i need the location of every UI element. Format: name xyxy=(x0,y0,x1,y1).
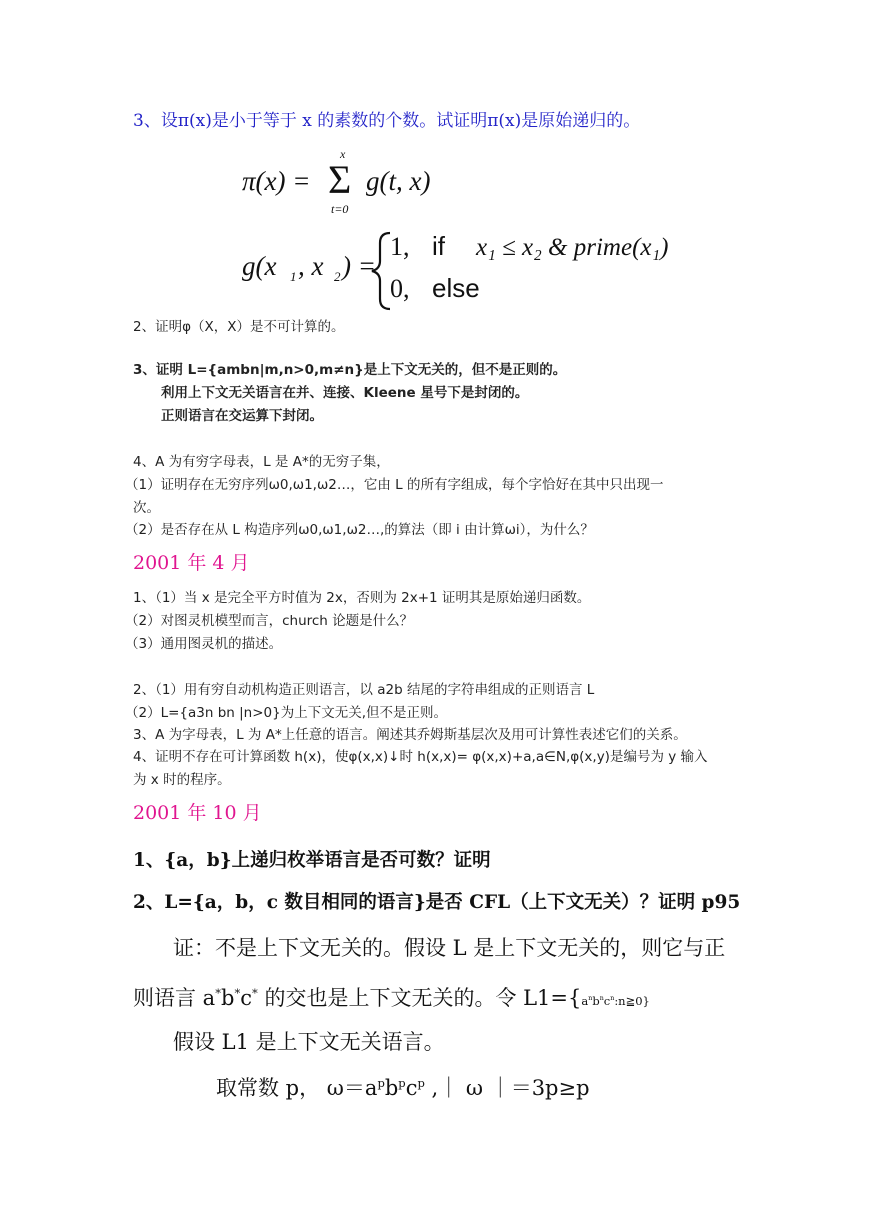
formula-case1-value: 1, xyxy=(390,232,410,261)
q2-phi-line: 2、证明φ（X，X）是不可计算的。 xyxy=(133,319,345,335)
proof-line3: 假设 L1 是上下文无关语言。 xyxy=(173,1030,445,1054)
formula-case2-cond: else xyxy=(432,273,480,303)
april-q3-line: 3、A 为字母表，L 为 A*上任意的语言。阐述其乔姆斯基层次及用可计算性表述它们的关系。 xyxy=(133,727,687,743)
april-q4-line1: 4、证明不存在可计算函数 h(x)，使φ(x,x)↓时 h(x,x)= φ(x,x)+a,a∈N,φ(x,y)是编号为 y 输入 xyxy=(133,749,708,765)
formula-g-sub2: 2 xyxy=(334,269,341,284)
proof-line4: 取常数 p， $\omega=a^pb^pc^p$ ,｜ ω ｜＝3p≥p xyxy=(216,1076,590,1100)
april-q1-line3: （3）通用图灵机的描述。 xyxy=(125,636,283,652)
q3-bold-line2: 利用上下文无关语言在并、连接、Kleene 星号下是封闭的。 xyxy=(161,385,529,401)
heading-2001-april: 2001 年 4 月 xyxy=(133,552,250,574)
q4-line1: 4、A 为有穷字母表，L 是 A*的无穷子集， xyxy=(133,454,390,470)
q4-line2: （1）证明存在无穷序列ω0,ω1,ω2…，它由 L 的所有字组成，每个字恰好在其中只出现一 xyxy=(125,477,664,493)
formula-case1-if: if xyxy=(432,231,445,261)
april-q2-line1: 2、（1）用有穷自动机构造正则语言，以 a2b 结尾的字符串组成的正则语言 L xyxy=(133,682,595,698)
formula-g-sub1: 1 xyxy=(290,269,297,284)
proof-line1: 证：不是上下文无关的。假设 L 是上下文无关的，则它与正 xyxy=(173,936,726,960)
formula-g-rhs: g(t, x) xyxy=(366,166,431,196)
formula-g-lhs: g(x xyxy=(242,251,277,281)
q3-bold-line3: 正则语言在交运算下封闭。 xyxy=(161,408,323,424)
formula-sum-lower: t=0 xyxy=(331,202,349,216)
proof-line2: 则语言 a*b*c* 的交也是上下文无关的。令 $L1=\{a^nb^nc^n:n≧0\}$ xyxy=(133,986,650,1010)
april-q4-line2: 为 x 时的程序。 xyxy=(133,772,231,788)
formula-image xyxy=(240,145,700,315)
q4-line3: 次。 xyxy=(133,500,160,516)
formula-case1-cond: x₁ ≤ x₂ & prime(x₁) xyxy=(476,234,669,261)
question-3-title: 3、设π(x)是小于等于 x 的素数的个数。试证明π(x)是原始递归的。 xyxy=(133,111,641,131)
q4-line4: （2）是否存在从 L 构造序列ω0,ω1,ω2…,的算法（即 i 由计算ωi），为什么？ xyxy=(125,522,594,538)
formula-sum-upper: x xyxy=(340,147,346,161)
formula-brace xyxy=(372,233,390,309)
q3-bold-line1: 3、证明 L={ambn|m,n>0,m≠n}是上下文无关的，但不是正则的。 xyxy=(133,362,567,378)
april-q2-line2: （2）L={a3n bn |n>0}为上下文无关,但不是正则。 xyxy=(125,705,448,721)
formula-g-mid: , x xyxy=(298,251,324,281)
october-q2: 2、L={a，b，c 数目相同的语言}是否 CFL（上下文无关）？证明 p95 xyxy=(133,892,741,913)
formula-sigma: Σ xyxy=(328,157,352,202)
formula-g-end: ) = xyxy=(342,251,376,281)
heading-2001-october: 2001 年 10 月 xyxy=(133,802,262,824)
formula-case2-value: 0, xyxy=(390,274,410,303)
april-q1-line2: （2）对图灵机模型而言，church 论题是什么？ xyxy=(125,613,414,629)
april-q1-line1: 1、（1）当 x 是完全平方时值为 2x，否则为 2x+1 证明其是原始递归函数。 xyxy=(133,590,591,606)
october-q1: 1、{a，b}上递归枚举语言是否可数？证明 xyxy=(133,850,491,871)
formula-pi-lhs: π(x) = xyxy=(242,166,311,196)
